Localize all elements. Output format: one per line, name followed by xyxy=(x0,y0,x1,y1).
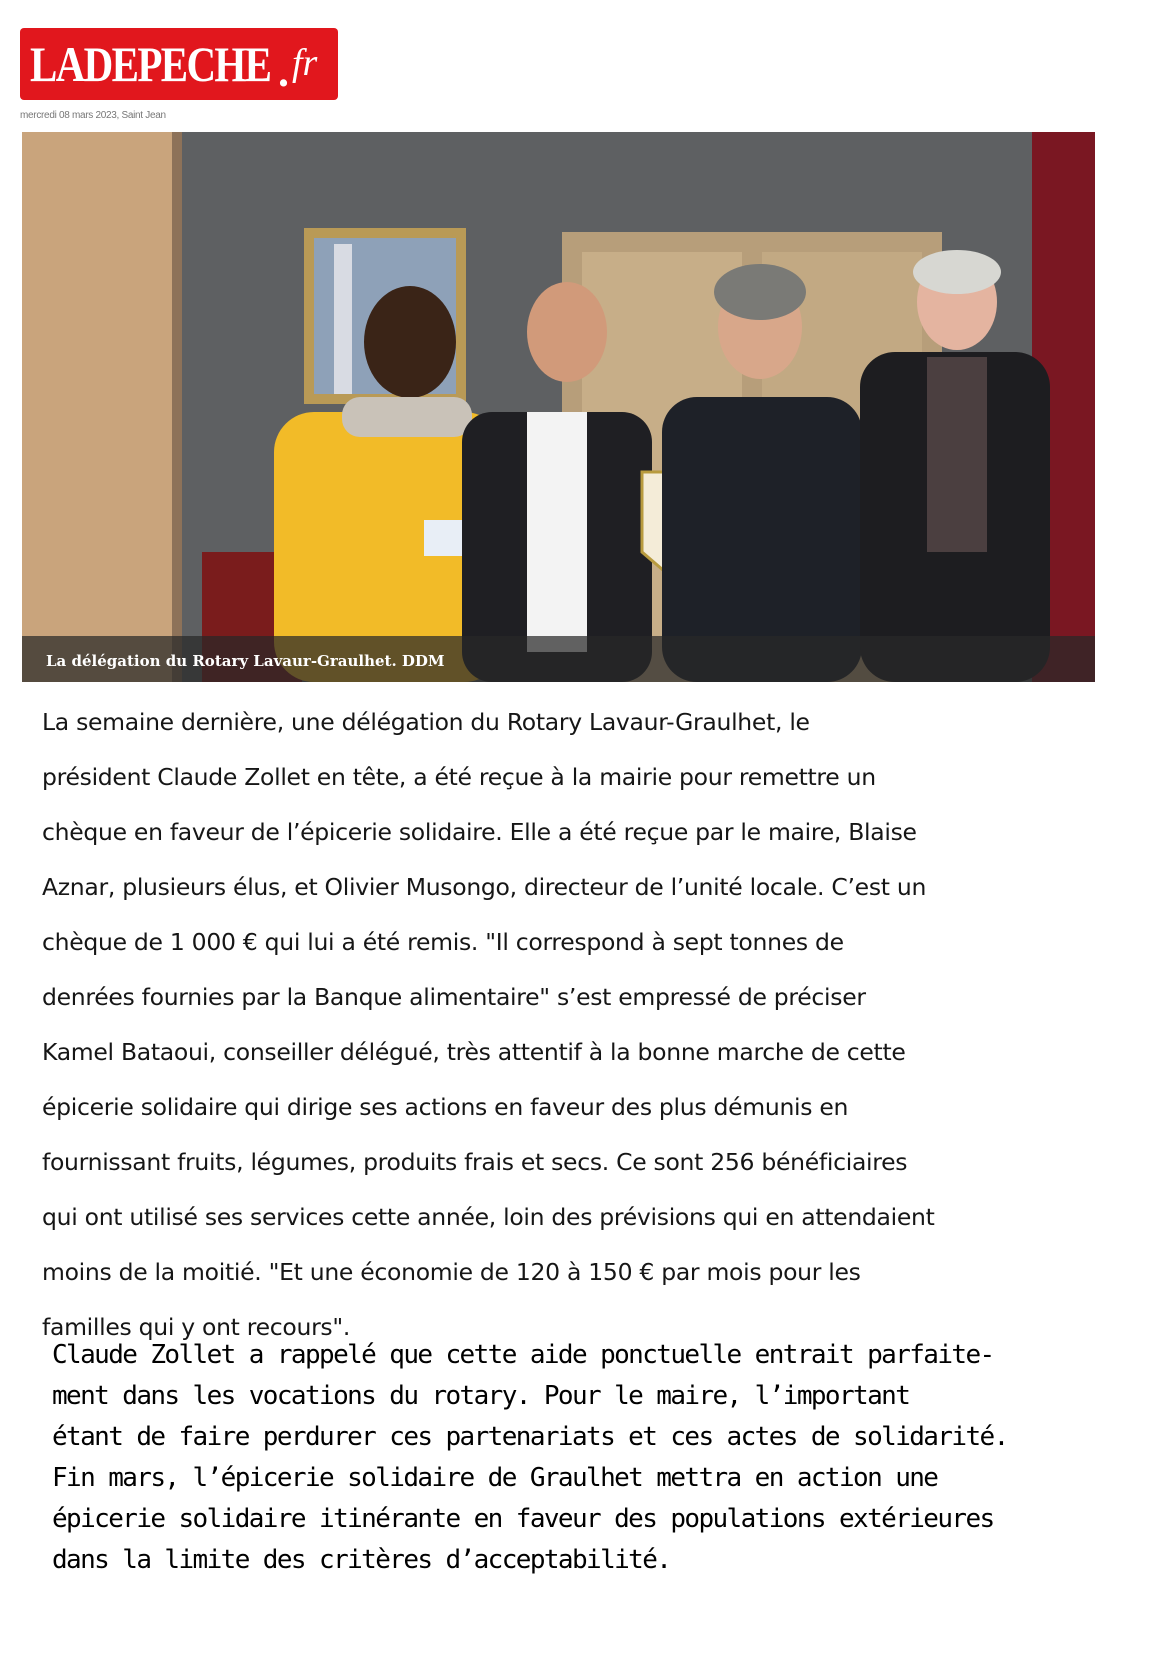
photo-illustration xyxy=(22,132,1095,682)
paragraph-line: ment dans les vocations du rotary. Pour le maire, l’important xyxy=(52,1381,910,1411)
article-paragraph-2 xyxy=(52,1335,1122,1581)
paragraph-line: moins de la moitié. "Et une économie de 120 à 150 € par mois pour les xyxy=(42,1258,861,1286)
logo-wordmark: LADEPECHE xyxy=(30,36,271,92)
paragraph-line: denrées fournies par la Banque alimentaire" s’est empressé de préciser xyxy=(42,983,866,1011)
paragraph-line: Kamel Bataoui, conseiller délégué, très attentif à la bonne marche de cette xyxy=(42,1038,906,1066)
paragraph-line: chèque de 1 000 € qui lui a été remis. "Il correspond à sept tonnes de xyxy=(42,928,844,956)
paragraph-line: chèque en faveur de l’épicerie solidaire. Elle a été reçue par le maire, Blaise xyxy=(42,818,917,846)
paragraph-line: La semaine dernière, une délégation du Rotary Lavaur-Graulhet, le xyxy=(42,708,810,736)
photo-caption: La délégation du Rotary Lavaur-Graulhet. DDM xyxy=(46,652,445,670)
logo-tld: fr xyxy=(292,42,318,84)
paragraph-line: Aznar, plusieurs élus, et Olivier Musongo, directeur de l’unité locale. C’est un xyxy=(42,873,927,901)
ladepeche-logo[interactable] xyxy=(20,28,338,100)
paragraph-line: Claude Zollet a rappelé que cette aide ponctuelle entrait parfaite- xyxy=(52,1340,994,1370)
logo-dot: . xyxy=(278,47,289,96)
paragraph-line: épicerie solidaire qui dirige ses actions en faveur des plus démunis en xyxy=(42,1093,849,1121)
article-photo xyxy=(22,132,1095,682)
paragraph-line: dans la limite des critères d’acceptabilité. xyxy=(52,1545,671,1575)
paragraph-line: étant de faire perdurer ces partenariats et ces actes de solidarité. xyxy=(52,1422,1008,1452)
paragraph-line: familles qui y ont recours". xyxy=(42,1313,351,1341)
dateline: mercredi 08 mars 2023, Saint Jean xyxy=(20,110,166,121)
paragraph-line: qui ont utilisé ses services cette année, loin des prévisions qui en attendaient xyxy=(42,1203,935,1231)
paragraph-line: Fin mars, l’épicerie solidaire de Graulhet mettra en action une xyxy=(52,1463,938,1493)
paragraph-line: épicerie solidaire itinérante en faveur des populations extérieures xyxy=(52,1504,994,1534)
paragraph-line: président Claude Zollet en tête, a été reçue à la mairie pour remettre un xyxy=(42,763,876,791)
paragraph-line: fournissant fruits, légumes, produits frais et secs. Ce sont 256 bénéficiaires xyxy=(42,1148,908,1176)
article-paragraph-1 xyxy=(42,695,1102,1355)
